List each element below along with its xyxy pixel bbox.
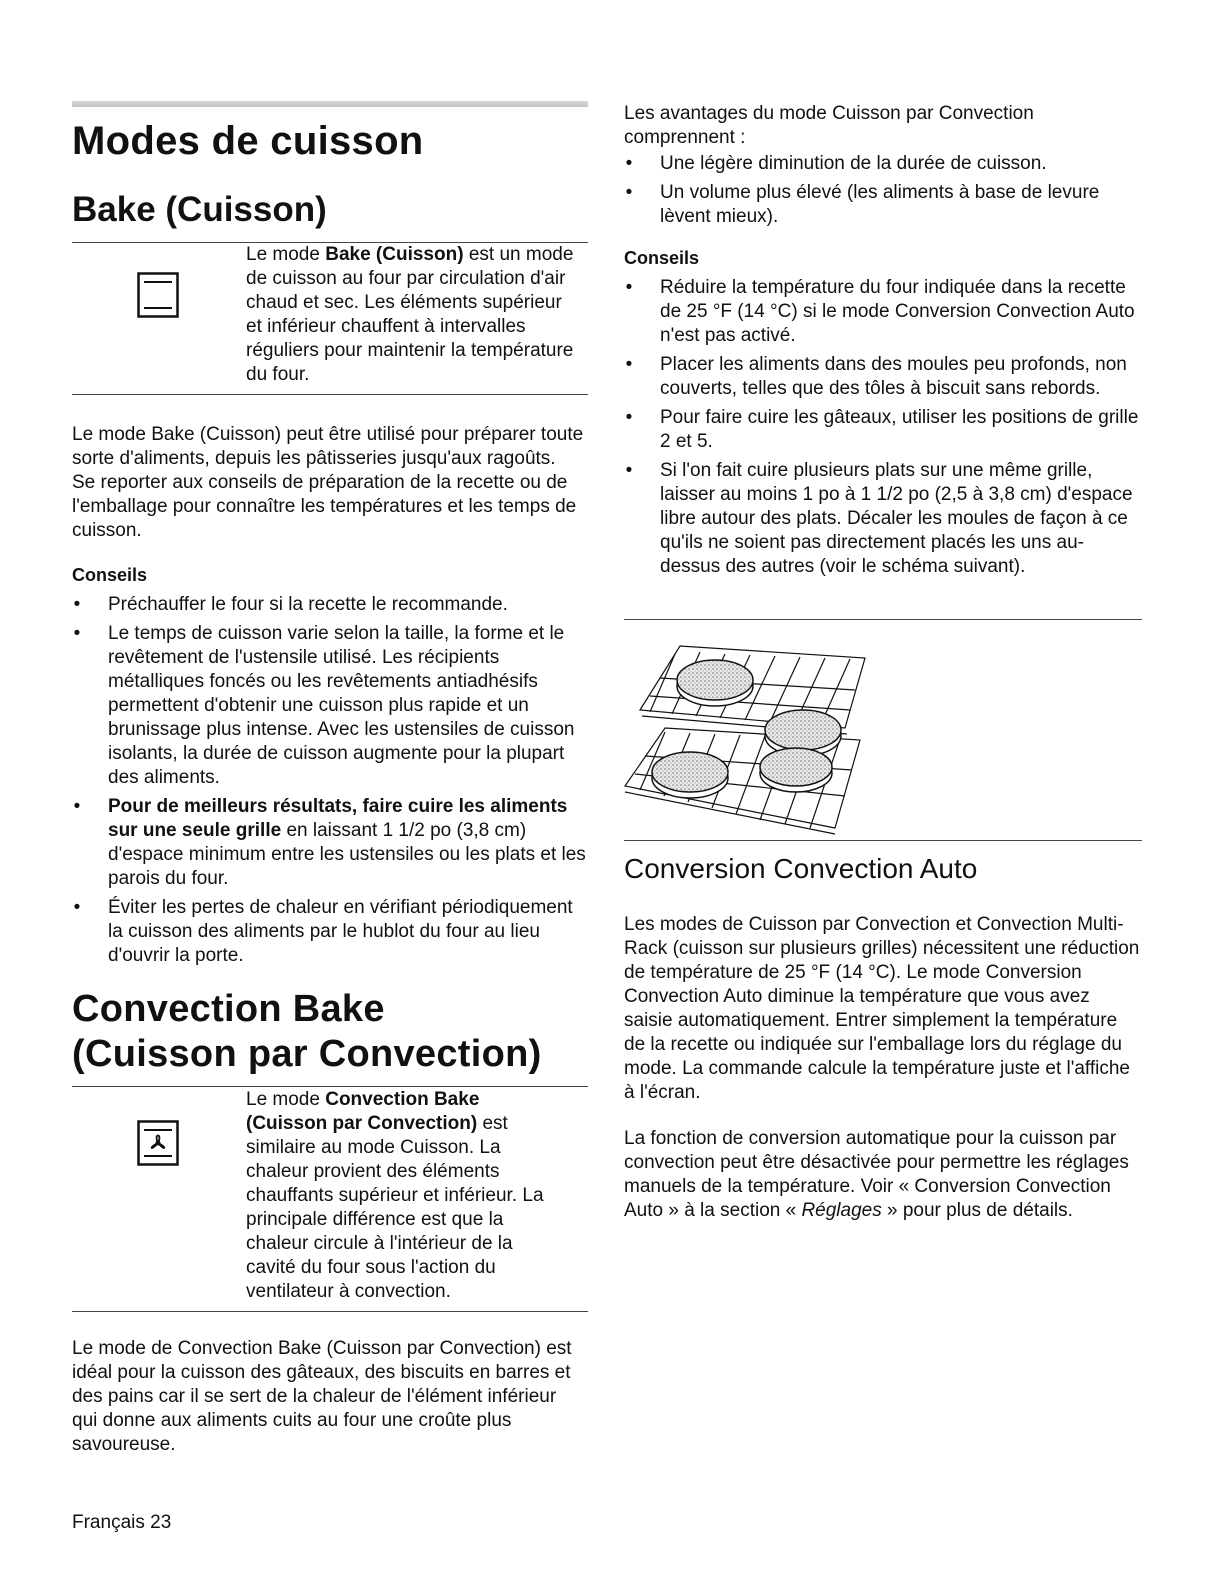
title-rule-bar [72, 101, 588, 107]
page-title: Modes de cuisson [72, 119, 424, 163]
list-item: • Éviter les pertes de chaleur en vérifiant périodiquement la cuisson des aliments par le hublot du four au lieu d'ouvrir la porte. [73, 897, 573, 966]
list-item: • Réduire la température du four indiquée dans la recette de 25 °F (14 °C) si le mode Conversion Convection Auto n'est pas activé. [625, 277, 1135, 346]
convection-fan-icon [137, 1120, 179, 1171]
list-item: • Pour de meilleurs résultats, faire cuire les aliments sur une seule grille en laissant 1 1/2 po (3,8 cm) d'espace minimum entre les ustensiles ou les plats et les parois du four. [73, 796, 586, 889]
convection-box-text: Le mode Convection Bake (Cuisson par Convection) est similaire au mode Cuisson. La chaleur provient des éléments chauffants supérieur et inférieur. La principale différence est que la chaleur circule à l'intérieur de la cavité du four sous l'action du ventilateur à convection. [246, 1089, 544, 1302]
advantages-list [624, 152, 1136, 234]
convection-tips-heading: Conseils [624, 248, 700, 268]
convection-box-top-rule [72, 1086, 588, 1087]
convection-paragraph: Le mode de Convection Bake (Cuisson par Convection) est idéal pour la cuisson des gâteaux, des biscuits en barres et des pains car il se sert de la chaleur de l'élément inférieur qui donne aux aliments cuits au four une croûte plus savoureuse. [72, 1338, 572, 1455]
bake-mode-icon [137, 272, 179, 323]
list-item: • Si l'on fait cuire plusieurs plats sur une même grille, laisser au moins 1 po à 1 1/2 po (2,5 à 3,8 cm) d'espace libre autour des plats. Décaler les moules de façon à ce qu'ils ne soient pas directement placés les uns au-dessus des autres (voir le schéma suivant). [625, 460, 1133, 577]
page-footer: Français 23 [72, 1512, 172, 1533]
list-item: • Le temps de cuisson varie selon la taille, la forme et le revêtement de l'ustensile utilisé. Les récipients métalliques foncés ou les revêtements antiadhésifs permettent d'obtenir une cuisson plus rapide et un brunissage plus intense. Avec les ustensiles de cuisson isolants, la durée de cuisson augmente pour la plupart des aliments. [73, 623, 575, 788]
list-item: • Une légère diminution de la durée de cuisson. [625, 153, 1047, 174]
bake-heading: Bake (Cuisson) [72, 190, 327, 229]
convection-heading-line1: Convection Bake [72, 988, 385, 1030]
bake-box-text: Le mode Bake (Cuisson) est un mode de cuisson au four par circulation d'air chaud et sec. Les éléments supérieur et inférieur chauffent à intervalles réguliers pour maintenir la température du four. [246, 244, 574, 385]
bake-box-bottom-rule [72, 394, 588, 395]
auto-conversion-heading: Conversion Convection Auto [624, 853, 978, 884]
oven-racks-with-pans-illustration [620, 628, 870, 843]
illustration-top-rule [624, 619, 1142, 620]
list-item: • Un volume plus élevé (les aliments à base de levure lèvent mieux). [625, 182, 1100, 227]
bake-tips-heading: Conseils [72, 565, 148, 585]
list-item: • Préchauffer le four si la recette le recommande. [73, 594, 508, 615]
auto-conversion-paragraph-1: Les modes de Cuisson par Convection et Convection Multi-Rack (cuisson sur plusieurs grilles) nécessitent une réduction de température de 25 °F (14 °C). Le mode Conversion Convection Auto diminue la température que vous avez saisie automatiquement. Entrer simplement la température de la recette ou indiquée sur l'emballage lors du réglage du mode. La commande calcule la température juste et l'affiche à l'écran. [624, 914, 1140, 1103]
advantages-intro: Les avantages du mode Cuisson par Convection comprennent : [624, 103, 1034, 148]
convection-box-bottom-rule [72, 1311, 588, 1312]
list-item: • Placer les aliments dans des moules peu profonds, non couverts, telles que des tôles à biscuit sans rebords. [625, 354, 1127, 399]
convection-heading-line2: (Cuisson par Convection) [72, 1033, 542, 1075]
list-item: • Pour faire cuire les gâteaux, utiliser les positions de grille 2 et 5. [625, 407, 1139, 452]
bake-tips-list [72, 593, 586, 973]
bake-paragraph: Le mode Bake (Cuisson) peut être utilisé pour préparer toute sorte d'aliments, depuis les pâtisseries jusqu'aux ragoûts. Se reporter aux conseils de préparation de la recette ou de l'emballage pour connaître les températures et les temps de cuisson. [72, 424, 584, 541]
convection-tips-list [624, 276, 1140, 584]
auto-conversion-paragraph-2: La fonction de conversion automatique pour la cuisson par convection peut être désactivée pour permettre les réglages manuels de la température. Voir « Conversion Convection Auto » à la section « Réglages » pour plus de détails. [624, 1128, 1129, 1221]
illustration-bottom-rule [624, 840, 1142, 841]
